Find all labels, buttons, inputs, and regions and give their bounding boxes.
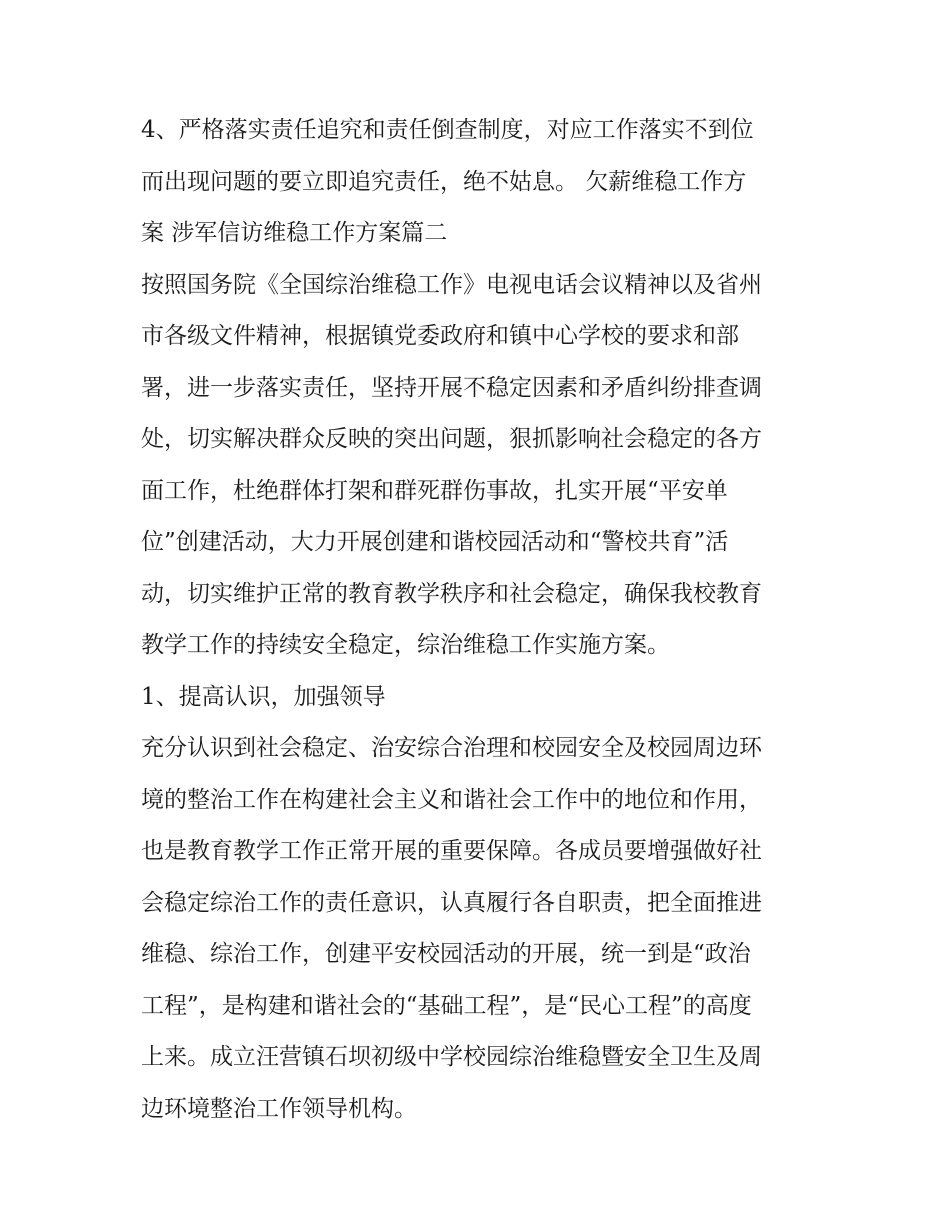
text-line: 按照国务院《全国综治维稳工作》电视电话会议精神以及省州 <box>141 271 762 298</box>
text-line: 会稳定综治工作的责任意识，认真履行各自职责，把全面推进 <box>141 889 762 916</box>
text-line: 充分认识到社会稳定、治安综合治理和校园安全及校园周边环 <box>141 735 762 761</box>
text-line: 工程”，是构建和谐社会的“基础工程”，是“民心工程”的高度 <box>141 992 752 1019</box>
text-line: 边环境整治工作领导机构。 <box>141 1095 417 1122</box>
text-line: 案 涉军信访维稳工作方案篇二 <box>141 220 448 246</box>
text-line: 署，进一步落实责任，坚持开展不稳定因素和矛盾纠纷排查调 <box>141 374 762 401</box>
text-line: 位”创建活动，大力开展创建和谐校园活动和“警校共育”活 <box>141 529 729 555</box>
text-line: 动，切实维护正常的教育教学秩序和社会稳定，确保我校教育 <box>141 580 762 607</box>
text-line: 处，切实解决群众反映的突出问题，狠抓影响社会稳定的各方 <box>141 426 762 452</box>
text-line: 也是教育教学工作正常开展的重要保障。各成员要增强做好社 <box>141 838 762 864</box>
text-line: 维稳、综治工作，创建平安校园活动的开展，统一到是“政治 <box>141 941 751 967</box>
text-line: 4、严格落实责任追究和责任倒查制度，对应工作落实不到位 <box>141 117 754 143</box>
text-line: 上来。成立汪营镇石坝初级中学校园综治维稳暨安全卫生及周 <box>141 1044 762 1070</box>
document-body <box>141 105 821 1135</box>
text-line: 面工作，杜绝群体打架和群死群伤事故，扎实开展“平安单 <box>141 477 728 504</box>
text-line: 教学工作的持续安全稳定，综治维稳工作实施方案。 <box>141 632 670 658</box>
section-heading: 1、提高认识，加强领导 <box>141 683 386 710</box>
text-line: 而出现问题的要立即追究责任，绝不姑息。 欠薪维稳工作方 <box>141 168 747 195</box>
text-line: 境的整治工作在构建社会主义和谐社会工作中的地位和作用， <box>141 786 762 813</box>
text-line: 市各级文件精神，根据镇党委政府和镇中心学校的要求和部 <box>141 323 739 349</box>
